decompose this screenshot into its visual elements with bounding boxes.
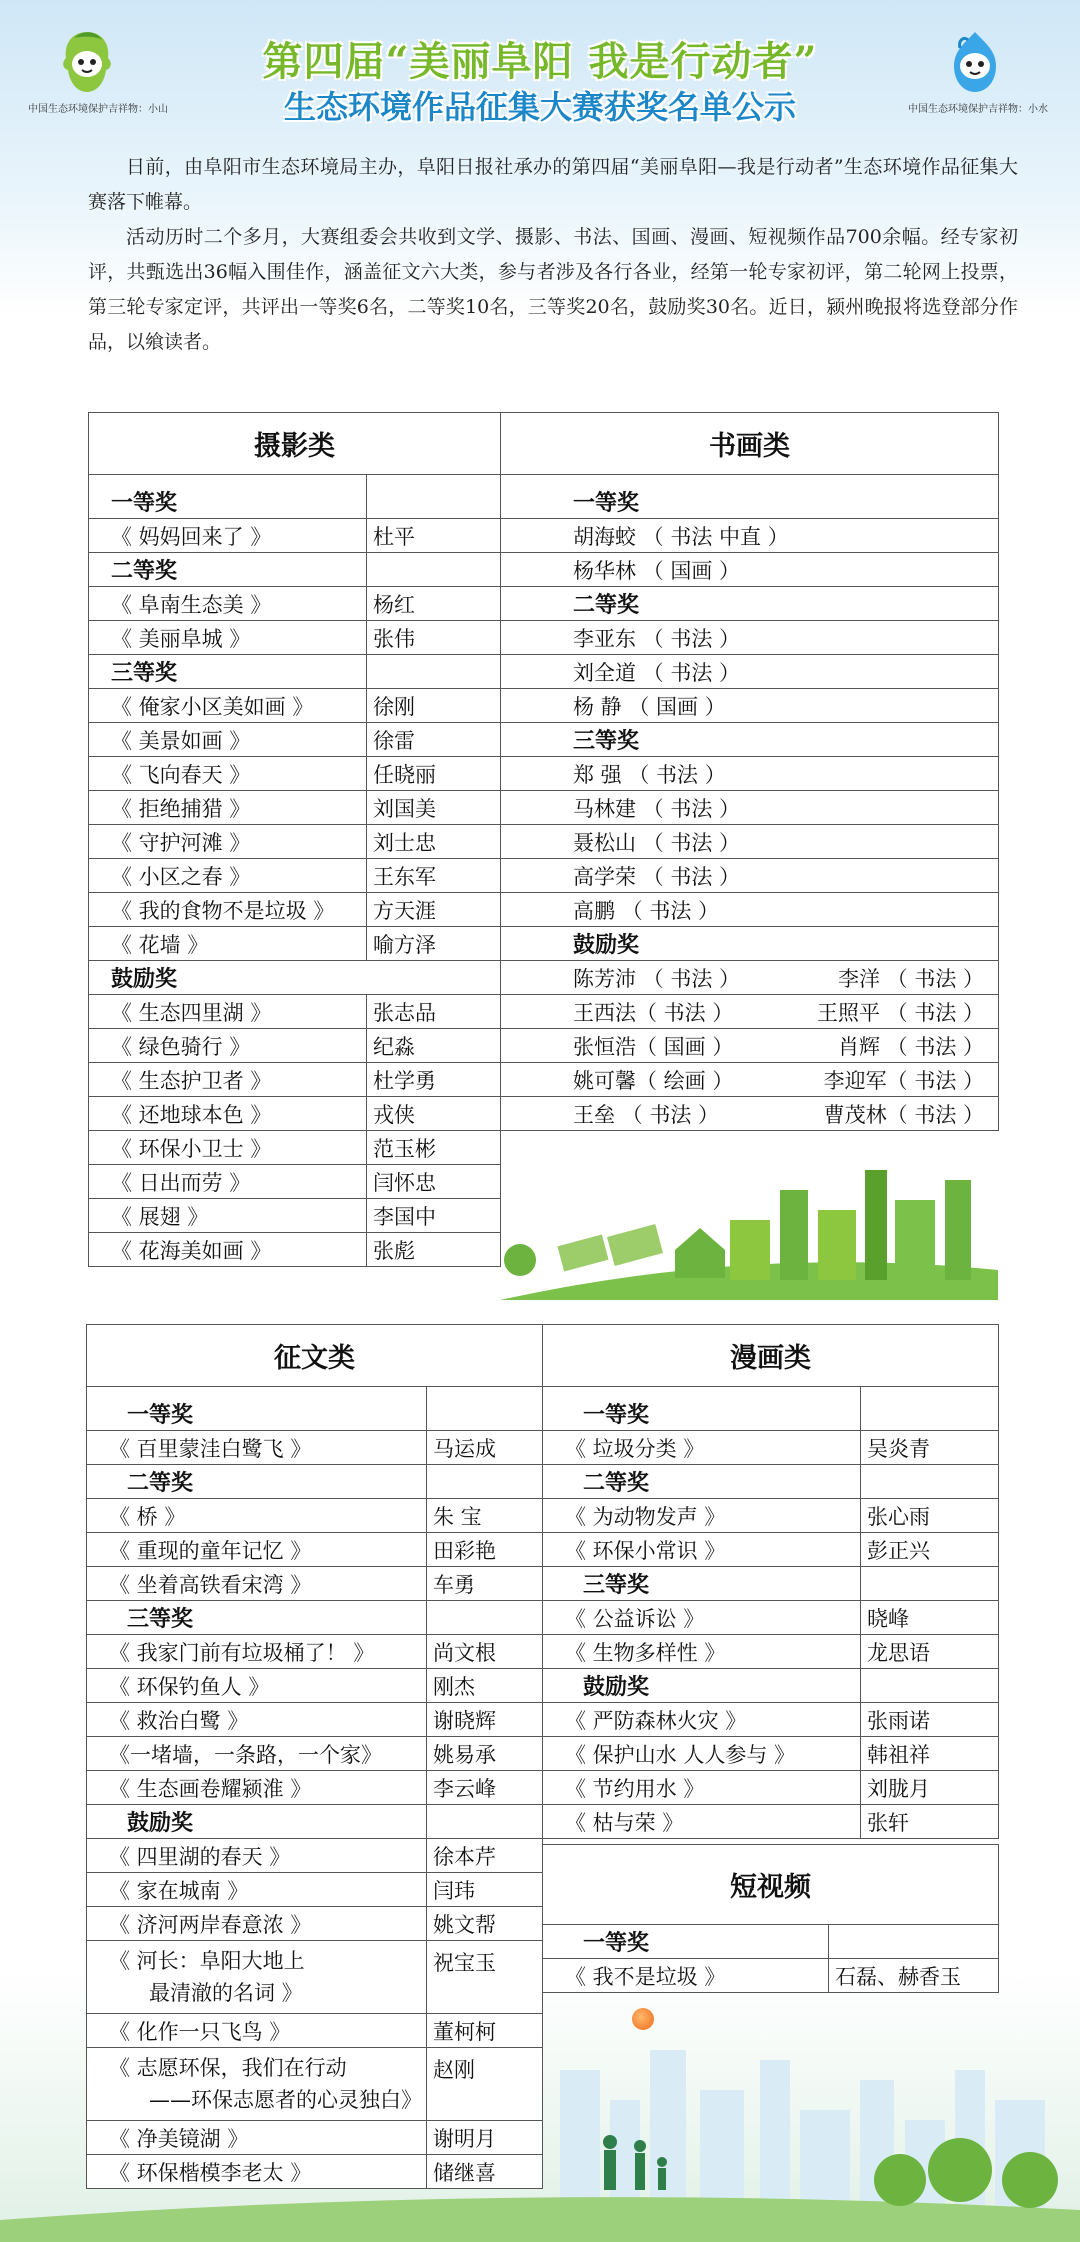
work-title: 《 净美镜湖 》	[87, 2121, 427, 2155]
table-row	[501, 1063, 999, 1097]
work-title: 《 日出而劳 》	[89, 1165, 367, 1199]
work-title: 《 美丽阜城 》	[89, 621, 367, 655]
table-row	[543, 1737, 999, 1771]
award-level: 鼓励奖	[501, 927, 999, 961]
essay-title: 征文类	[87, 1325, 543, 1387]
work-title: 《 阜南生态美 》	[89, 587, 367, 621]
work-title: 《 还地球本色 》	[89, 1097, 367, 1131]
work-title: 《 环保小常识 》	[543, 1533, 861, 1567]
work-title: 《 重现的童年记忆 》	[87, 1533, 427, 1567]
winner-entry: 高鹏 （ 书法 ）	[501, 893, 999, 927]
table-row	[87, 1533, 543, 1567]
author-name: 朱 宝	[427, 1499, 543, 1533]
work-title: 《 枯与荣 》	[543, 1805, 861, 1839]
winner-entry: 张恒浩（ 国画 ）	[573, 1034, 734, 1059]
intro-text	[88, 150, 1018, 360]
author-name: 马运成	[427, 1431, 543, 1465]
author-name: 龙思语	[861, 1635, 999, 1669]
table-row	[87, 1941, 543, 2014]
winner-entry: 姚可馨（ 绘画 ）	[573, 1068, 734, 1093]
work-title: 《 飞向春天 》	[89, 757, 367, 791]
table-row	[543, 1499, 999, 1533]
table-row	[87, 1635, 543, 1669]
author-name: 张伟	[367, 621, 501, 655]
author-name: 杨红	[367, 587, 501, 621]
award-level: 二等奖	[89, 553, 367, 587]
green-city-illustration	[500, 1150, 998, 1300]
award-level: 一等奖	[543, 1387, 861, 1431]
winner-entry: 陈芳沛 （ 书法 ）	[573, 966, 741, 991]
table-row	[89, 1063, 501, 1097]
work-title: 《 绿色骑行 》	[89, 1029, 367, 1063]
table-row	[87, 1567, 543, 1601]
table-row	[87, 1839, 543, 1873]
page-title-line1: 第四届“美丽阜阳 我是行动者”	[262, 38, 818, 85]
winner-entry: 聂松山 （ 书法 ）	[501, 825, 999, 859]
award-level: 二等奖	[501, 587, 999, 621]
award-level: 三等奖	[543, 1567, 861, 1601]
award-level: 三等奖	[501, 723, 999, 757]
author-name: 闫怀忠	[367, 1165, 501, 1199]
table-row	[501, 825, 999, 859]
work-title: 《 生态护卫者 》	[89, 1063, 367, 1097]
table-row	[89, 927, 501, 961]
short-video-title: 短视频	[543, 1845, 999, 1925]
work-title: 《 为动物发声 》	[543, 1499, 861, 1533]
work-title: 《 展翅 》	[89, 1199, 367, 1233]
table-row	[501, 689, 999, 723]
calligraphy-title: 书画类	[501, 413, 999, 475]
award-level: 一等奖	[87, 1387, 427, 1431]
work-title: 《 公益诉讼 》	[543, 1601, 861, 1635]
author-name: 喻方泽	[367, 927, 501, 961]
work-title: 《 桥 》	[87, 1499, 427, 1533]
cartoon-title: 漫画类	[543, 1325, 999, 1387]
photography-table	[88, 412, 501, 1267]
award-level: 鼓励奖	[87, 1805, 427, 1839]
award-level: 一等奖	[501, 475, 999, 519]
work-title: 《 百里蒙洼白鹭飞 》	[87, 1431, 427, 1465]
work-title: 《 节约用水 》	[543, 1771, 861, 1805]
table-row	[87, 1669, 543, 1703]
table-row	[89, 1131, 501, 1165]
table-row	[501, 961, 999, 995]
table-row	[89, 859, 501, 893]
author-name: 吴炎青	[861, 1431, 999, 1465]
work-title: 《 我家门前有垃圾桶了！ 》	[87, 1635, 427, 1669]
table-row	[89, 1199, 501, 1233]
author-name: 石磊、赫香玉	[829, 1959, 999, 1993]
award-level: 鼓励奖	[89, 961, 501, 995]
work-title: 《 花海美如画 》	[89, 1233, 367, 1267]
table-row	[87, 1431, 543, 1465]
winner-entry: 王西法（ 书法 ）	[573, 1000, 734, 1025]
winner-entry: 肖辉 （ 书法 ）	[837, 1034, 984, 1059]
table-row	[501, 859, 999, 893]
winner-entry: 胡海蛟 （ 书法 中直 ）	[501, 519, 999, 553]
table-row	[543, 1771, 999, 1805]
mascot-xiaoshui-icon	[940, 28, 1010, 98]
cartoon-table	[542, 1324, 999, 1839]
winner-entry: 李亚东 （ 书法 ）	[501, 621, 999, 655]
work-title: 《 保护山水 人人参与 》	[543, 1737, 861, 1771]
table-row	[543, 1805, 999, 1839]
photography-title: 摄影类	[89, 413, 501, 475]
table-row	[87, 1873, 543, 1907]
calligraphy-table	[500, 412, 999, 1131]
author-name: 徐刚	[367, 689, 501, 723]
work-title: 《 生物多样性 》	[543, 1635, 861, 1669]
work-title: 《 我的食物不是垃圾 》	[89, 893, 367, 927]
table-row	[89, 519, 501, 553]
work-title: 《 垃圾分类 》	[543, 1431, 861, 1465]
work-title: 《 美景如画 》	[89, 723, 367, 757]
author-name: 晓峰	[861, 1601, 999, 1635]
author-name: 刚杰	[427, 1669, 543, 1703]
table-row	[89, 689, 501, 723]
table-row	[89, 1029, 501, 1063]
author-name: 姚易承	[427, 1737, 543, 1771]
table-row	[543, 1959, 999, 1993]
author-name: 谢晓辉	[427, 1703, 543, 1737]
table-row	[501, 621, 999, 655]
work-title: 《 我不是垃圾 》	[543, 1959, 829, 1993]
work-title: 《 生态四里湖 》	[89, 995, 367, 1029]
award-level: 三等奖	[87, 1601, 427, 1635]
award-level: 二等奖	[543, 1465, 861, 1499]
work-title: 《 济河两岸春意浓 》	[87, 1907, 427, 1941]
table-row	[87, 1737, 543, 1771]
work-title: 《 守护河滩 》	[89, 825, 367, 859]
table-row	[89, 825, 501, 859]
winner-entry: 曹茂林（ 书法 ）	[823, 1102, 984, 1127]
sun-decoration	[632, 2008, 654, 2030]
author-name: 车勇	[427, 1567, 543, 1601]
author-name: 刘国美	[367, 791, 501, 825]
table-row	[501, 519, 999, 553]
work-title: 《 化作一只飞鸟 》	[87, 2014, 427, 2048]
work-title: 《 花墙 》	[89, 927, 367, 961]
table-row	[501, 1097, 999, 1131]
table-row	[543, 1601, 999, 1635]
short-video-table	[542, 1844, 999, 1993]
winner-entry: 李迎军（ 书法 ）	[823, 1068, 984, 1093]
author-name: 任晓丽	[367, 757, 501, 791]
work-title-line2: 最清澈的名词 》	[149, 1981, 303, 2005]
city-skyline-illustration	[0, 2030, 1080, 2242]
intro-paragraph-1: 日前，由阜阳市生态环境局主办，阜阳日报社承办的第四届“美丽阜阳—我是行动者”生态环境作品征集大赛落下帷幕。	[88, 156, 1018, 213]
author-name: 田彩艳	[427, 1533, 543, 1567]
work-title: 《 拒绝捕猎 》	[89, 791, 367, 825]
table-row	[89, 995, 501, 1029]
work-title: 《 家在城南 》	[87, 1873, 427, 1907]
table-row	[543, 1533, 999, 1567]
work-title-line1: 《 志愿环保，我们在行动	[109, 2056, 347, 2080]
table-row	[89, 893, 501, 927]
table-row	[501, 655, 999, 689]
author-name: 王东军	[367, 859, 501, 893]
mascot-right-caption: 中国生态环境保护吉祥物：小水	[908, 104, 1048, 115]
author-name: 姚文帮	[427, 1907, 543, 1941]
work-title: 《 俺家小区美如画 》	[89, 689, 367, 723]
work-title: 《一堵墙，一条路，一个家》	[87, 1737, 427, 1771]
table-row	[89, 1097, 501, 1131]
award-level: 二等奖	[87, 1465, 427, 1499]
winner-entry: 杨 静 （ 国画 ）	[501, 689, 999, 723]
work-title-line2: ——环保志愿者的心灵独白》	[149, 2088, 422, 2112]
work-title-line1: 《 河长：阜阳大地上	[109, 1949, 305, 1973]
intro-paragraph-2: 活动历时二个多月，大赛组委会共收到文学、摄影、书法、国画、漫画、短视频作品700余幅。经专家初评，共甄选出36幅入围佳作，涵盖征文六大类，参与者涉及各行各业，经第一轮专家初评，第二轮网上投票，第三轮专家定评，共评出一等奖6名，二等奖10名，三等奖20名，鼓励奖30名。近日，颍州晚报将选登部分作品，以飨读者。	[88, 226, 1018, 353]
work-title: 《 生态画卷耀颍淮 》	[87, 1771, 427, 1805]
mascot-left-caption: 中国生态环境保护吉祥物：小山	[28, 104, 168, 115]
award-level: 鼓励奖	[543, 1669, 861, 1703]
work-title: 《 环保楷模李老太 》	[87, 2155, 427, 2189]
author-name: 徐雷	[367, 723, 501, 757]
author-name: 张轩	[861, 1805, 999, 1839]
award-level: 三等奖	[89, 655, 367, 689]
work-title: 《 坐着高铁看宋湾 》	[87, 1567, 427, 1601]
author-name: 闫玮	[427, 1873, 543, 1907]
table-row	[543, 1431, 999, 1465]
winner-entry: 刘全道 （ 书法 ）	[501, 655, 999, 689]
author-name: 张心雨	[861, 1499, 999, 1533]
work-title-multiline	[87, 1941, 427, 2014]
table-row	[501, 791, 999, 825]
table-row	[87, 1499, 543, 1533]
table-row	[501, 553, 999, 587]
winner-entry: 杨华林 （ 国画 ）	[501, 553, 999, 587]
winner-entry: 王照平 （ 书法 ）	[816, 1000, 984, 1025]
work-title: 《 妈妈回来了 》	[89, 519, 367, 553]
author-name: 谢明月	[427, 2121, 543, 2155]
work-title: 《 环保小卫士 》	[89, 1131, 367, 1165]
winner-entry: 高学荣 （ 书法 ）	[501, 859, 999, 893]
author-name: 祝宝玉	[427, 1941, 543, 2014]
author-name: 董柯柯	[427, 2014, 543, 2048]
winner-entry: 马林建 （ 书法 ）	[501, 791, 999, 825]
author-name: 范玉彬	[367, 1131, 501, 1165]
winner-entry: 李洋 （ 书法 ）	[837, 966, 984, 991]
table-row	[87, 1703, 543, 1737]
author-name: 徐本芹	[427, 1839, 543, 1873]
work-title: 《 环保钓鱼人 》	[87, 1669, 427, 1703]
author-name: 李云峰	[427, 1771, 543, 1805]
table-row	[87, 1771, 543, 1805]
author-name: 储继喜	[427, 2155, 543, 2189]
award-level: 一等奖	[89, 475, 367, 519]
table-row	[89, 791, 501, 825]
table-row	[501, 757, 999, 791]
author-name: 杜平	[367, 519, 501, 553]
author-name: 张彪	[367, 1233, 501, 1267]
table-row	[501, 893, 999, 927]
award-level: 一等奖	[543, 1925, 829, 1959]
header-banner	[0, 0, 1080, 125]
work-title: 《 严防森林火灾 》	[543, 1703, 861, 1737]
table-row	[89, 757, 501, 791]
winner-entry: 王垒 （ 书法 ）	[573, 1102, 720, 1127]
table-row	[89, 587, 501, 621]
work-title: 《 救治白鹭 》	[87, 1703, 427, 1737]
author-name: 尚文根	[427, 1635, 543, 1669]
table-row	[501, 995, 999, 1029]
table-row	[89, 1165, 501, 1199]
table-row	[87, 1907, 543, 1941]
author-name: 杜学勇	[367, 1063, 501, 1097]
author-name: 赵刚	[427, 2048, 543, 2121]
table-row	[501, 1029, 999, 1063]
author-name: 纪淼	[367, 1029, 501, 1063]
author-name: 张雨诺	[861, 1703, 999, 1737]
work-title: 《 四里湖的春天 》	[87, 1839, 427, 1873]
author-name: 刘胧月	[861, 1771, 999, 1805]
work-title: 《 小区之春 》	[89, 859, 367, 893]
author-name: 方天涯	[367, 893, 501, 927]
author-name: 戎侠	[367, 1097, 501, 1131]
table-row	[89, 723, 501, 757]
table-row	[89, 621, 501, 655]
author-name: 刘士忠	[367, 825, 501, 859]
author-name: 张志品	[367, 995, 501, 1029]
table-row	[89, 1233, 501, 1267]
author-name: 李国中	[367, 1199, 501, 1233]
winner-entry: 郑 强 （ 书法 ）	[501, 757, 999, 791]
table-row	[543, 1635, 999, 1669]
page-title-line2: 生态环境作品征集大赛获奖名单公示	[283, 88, 796, 126]
author-name: 彭正兴	[861, 1533, 999, 1567]
table-row	[543, 1703, 999, 1737]
author-name: 韩祖祥	[861, 1737, 999, 1771]
